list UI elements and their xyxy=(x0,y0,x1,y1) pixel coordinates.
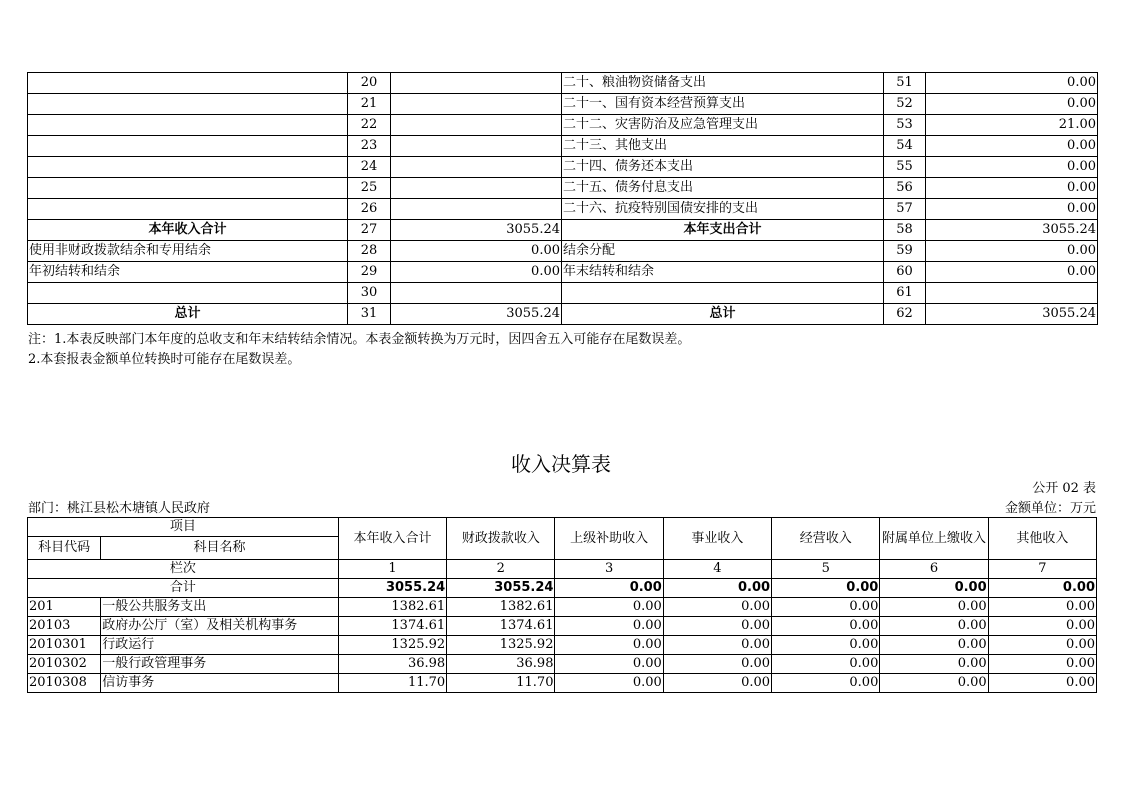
col-number: 7 xyxy=(988,560,1096,579)
header-col-affiliated: 附属单位上缴收入 xyxy=(880,518,988,560)
summary-row xyxy=(28,304,1098,325)
table-note-2: 2.本套报表金额单位转换时可能存在尾数误差。 xyxy=(28,352,301,367)
income-value: 0.00 xyxy=(663,617,771,636)
income-amount: 3055.24 xyxy=(391,220,562,241)
col-number: 3 xyxy=(555,560,663,579)
income-amount: 3055.24 xyxy=(391,304,562,325)
subject-name: 一般行政管理事务 xyxy=(101,655,339,674)
income-line-number: 20 xyxy=(348,73,391,94)
income-item-label: 年初结转和结余 xyxy=(28,262,348,283)
income-line-number: 30 xyxy=(348,283,391,304)
expense-line-number: 61 xyxy=(884,283,926,304)
summary-table-body xyxy=(28,73,1098,325)
amount-unit-label: 金额单位：万元 xyxy=(1004,501,1096,516)
total-value: 3055.24 xyxy=(447,579,555,598)
col-number: 1 xyxy=(338,560,446,579)
income-statement-table xyxy=(27,517,1097,693)
expense-amount: 0.00 xyxy=(926,157,1098,178)
income-value: 0.00 xyxy=(772,636,880,655)
income-item-label xyxy=(28,283,348,304)
col-number: 2 xyxy=(447,560,555,579)
income-value: 0.00 xyxy=(555,617,663,636)
income-amount xyxy=(391,178,562,199)
header-code: 科目代码 xyxy=(28,537,101,560)
summary-row xyxy=(28,157,1098,178)
income-item-label xyxy=(28,157,348,178)
summary-row xyxy=(28,199,1098,220)
income-line-number: 27 xyxy=(348,220,391,241)
expense-item-label: 结余分配 xyxy=(562,241,884,262)
income-value: 0.00 xyxy=(555,598,663,617)
income-item-label: 总计 xyxy=(28,304,348,325)
header-col-business: 事业收入 xyxy=(663,518,771,560)
income-amount xyxy=(391,115,562,136)
expense-item-label: 总计 xyxy=(562,304,884,325)
expense-item-label: 二十四、债务还本支出 xyxy=(562,157,884,178)
income-value: 0.00 xyxy=(663,598,771,617)
income-value: 0.00 xyxy=(772,655,880,674)
income-line-number: 31 xyxy=(348,304,391,325)
total-value: 0.00 xyxy=(880,579,988,598)
income-amount xyxy=(391,136,562,157)
subject-code: 2010301 xyxy=(28,636,101,655)
column-number-row xyxy=(28,560,1097,579)
income-expense-summary-table xyxy=(27,72,1098,325)
summary-row xyxy=(28,94,1098,115)
expense-amount xyxy=(926,283,1098,304)
expense-amount: 21.00 xyxy=(926,115,1098,136)
total-label: 合计 xyxy=(28,579,339,598)
summary-row xyxy=(28,73,1098,94)
expense-line-number: 51 xyxy=(884,73,926,94)
summary-row xyxy=(28,220,1098,241)
expense-line-number: 52 xyxy=(884,94,926,115)
income-value: 0.00 xyxy=(880,598,988,617)
summary-row xyxy=(28,283,1098,304)
income-line-number: 23 xyxy=(348,136,391,157)
income-item-label xyxy=(28,73,348,94)
income-item-label xyxy=(28,178,348,199)
header-row-1 xyxy=(28,518,1097,537)
income-value: 0.00 xyxy=(772,674,880,693)
subject-name: 行政运行 xyxy=(101,636,339,655)
summary-row xyxy=(28,136,1098,157)
summary-row xyxy=(28,262,1098,283)
expense-amount: 0.00 xyxy=(926,241,1098,262)
income-line-number: 21 xyxy=(348,94,391,115)
income-row xyxy=(28,655,1097,674)
col-number: 4 xyxy=(663,560,771,579)
expense-amount: 0.00 xyxy=(926,199,1098,220)
income-item-label: 使用非财政拨款结余和专用结余 xyxy=(28,241,348,262)
expense-item-label xyxy=(562,283,884,304)
expense-item-label: 二十一、国有资本经营预算支出 xyxy=(562,94,884,115)
income-value: 11.70 xyxy=(338,674,446,693)
income-value: 0.00 xyxy=(772,617,880,636)
expense-item-label: 二十、粮油物资储备支出 xyxy=(562,73,884,94)
income-item-label xyxy=(28,136,348,157)
income-line-number: 29 xyxy=(348,262,391,283)
income-value: 0.00 xyxy=(555,636,663,655)
income-amount xyxy=(391,199,562,220)
department-label: 部门：桃江县松木塘镇人民政府 xyxy=(28,501,211,516)
subject-name: 政府办公厅（室）及相关机构事务 xyxy=(101,617,339,636)
subject-code: 20103 xyxy=(28,617,101,636)
income-value: 0.00 xyxy=(555,674,663,693)
income-statement-title: 收入决算表 xyxy=(511,452,611,476)
income-value: 1374.61 xyxy=(338,617,446,636)
income-line-number: 25 xyxy=(348,178,391,199)
expense-line-number: 60 xyxy=(884,262,926,283)
expense-item-label: 二十二、灾害防治及应急管理支出 xyxy=(562,115,884,136)
summary-row xyxy=(28,115,1098,136)
subject-code: 2010308 xyxy=(28,674,101,693)
income-value: 0.00 xyxy=(880,636,988,655)
summary-row xyxy=(28,241,1098,262)
income-line-number: 22 xyxy=(348,115,391,136)
income-amount xyxy=(391,157,562,178)
expense-line-number: 62 xyxy=(884,304,926,325)
income-amount xyxy=(391,94,562,115)
expense-amount: 0.00 xyxy=(926,94,1098,115)
expense-item-label: 本年支出合计 xyxy=(562,220,884,241)
income-value: 36.98 xyxy=(447,655,555,674)
total-value: 0.00 xyxy=(988,579,1096,598)
col-number: 6 xyxy=(880,560,988,579)
income-line-number: 26 xyxy=(348,199,391,220)
income-value: 11.70 xyxy=(447,674,555,693)
total-value: 0.00 xyxy=(663,579,771,598)
total-value: 0.00 xyxy=(555,579,663,598)
total-row xyxy=(28,579,1097,598)
income-value: 0.00 xyxy=(988,655,1096,674)
income-row xyxy=(28,636,1097,655)
expense-line-number: 55 xyxy=(884,157,926,178)
expense-amount: 0.00 xyxy=(926,136,1098,157)
income-amount xyxy=(391,283,562,304)
income-value: 0.00 xyxy=(663,655,771,674)
income-item-label xyxy=(28,199,348,220)
summary-row xyxy=(28,178,1098,199)
income-value: 0.00 xyxy=(772,598,880,617)
subject-name: 一般公共服务支出 xyxy=(101,598,339,617)
income-amount xyxy=(391,73,562,94)
expense-item-label: 二十三、其他支出 xyxy=(562,136,884,157)
income-line-number: 24 xyxy=(348,157,391,178)
expense-line-number: 59 xyxy=(884,241,926,262)
income-amount: 0.00 xyxy=(391,262,562,283)
subject-code: 201 xyxy=(28,598,101,617)
total-value: 0.00 xyxy=(772,579,880,598)
income-row xyxy=(28,598,1097,617)
expense-line-number: 58 xyxy=(884,220,926,241)
header-item: 项目 xyxy=(28,518,339,537)
subject-name: 信访事务 xyxy=(101,674,339,693)
income-item-label xyxy=(28,115,348,136)
row-label: 栏次 xyxy=(28,560,339,579)
income-value: 0.00 xyxy=(988,617,1096,636)
income-value: 1325.92 xyxy=(447,636,555,655)
expense-amount: 3055.24 xyxy=(926,304,1098,325)
expense-amount: 0.00 xyxy=(926,178,1098,199)
expense-amount: 0.00 xyxy=(926,262,1098,283)
expense-amount: 3055.24 xyxy=(926,220,1098,241)
income-value: 0.00 xyxy=(880,655,988,674)
header-col-superior-subsidy: 上级补助收入 xyxy=(555,518,663,560)
header-col-operating: 经营收入 xyxy=(772,518,880,560)
header-col-other: 其他收入 xyxy=(988,518,1096,560)
income-value: 36.98 xyxy=(338,655,446,674)
expense-line-number: 57 xyxy=(884,199,926,220)
form-code: 公开 02 表 xyxy=(1032,481,1096,496)
income-value: 0.00 xyxy=(988,674,1096,693)
table-note-1: 注：1.本表反映部门本年度的总收支和年末结转结余情况。本表金额转换为万元时，因四舍五入可能存在尾数误差。 xyxy=(28,332,691,347)
income-line-number: 28 xyxy=(348,241,391,262)
income-value: 1382.61 xyxy=(447,598,555,617)
expense-line-number: 54 xyxy=(884,136,926,157)
income-value: 0.00 xyxy=(555,655,663,674)
expense-item-label: 二十六、抗疫特别国债安排的支出 xyxy=(562,199,884,220)
income-value: 1374.61 xyxy=(447,617,555,636)
income-item-label xyxy=(28,94,348,115)
header-col-fiscal: 财政拨款收入 xyxy=(447,518,555,560)
expense-line-number: 56 xyxy=(884,178,926,199)
income-value: 0.00 xyxy=(880,617,988,636)
income-value: 0.00 xyxy=(988,636,1096,655)
income-value: 0.00 xyxy=(663,636,771,655)
income-rows xyxy=(28,598,1097,693)
income-value: 0.00 xyxy=(880,674,988,693)
col-number: 5 xyxy=(772,560,880,579)
header-name: 科目名称 xyxy=(101,537,339,560)
header-col-total: 本年收入合计 xyxy=(338,518,446,560)
subject-code: 2010302 xyxy=(28,655,101,674)
expense-item-label: 年末结转和结余 xyxy=(562,262,884,283)
income-item-label: 本年收入合计 xyxy=(28,220,348,241)
income-value: 1325.92 xyxy=(338,636,446,655)
expense-amount: 0.00 xyxy=(926,73,1098,94)
total-value: 3055.24 xyxy=(338,579,446,598)
income-row xyxy=(28,674,1097,693)
expense-item-label: 二十五、债务付息支出 xyxy=(562,178,884,199)
income-row xyxy=(28,617,1097,636)
income-value: 0.00 xyxy=(663,674,771,693)
income-value: 0.00 xyxy=(988,598,1096,617)
expense-line-number: 53 xyxy=(884,115,926,136)
income-value: 1382.61 xyxy=(338,598,446,617)
income-amount: 0.00 xyxy=(391,241,562,262)
